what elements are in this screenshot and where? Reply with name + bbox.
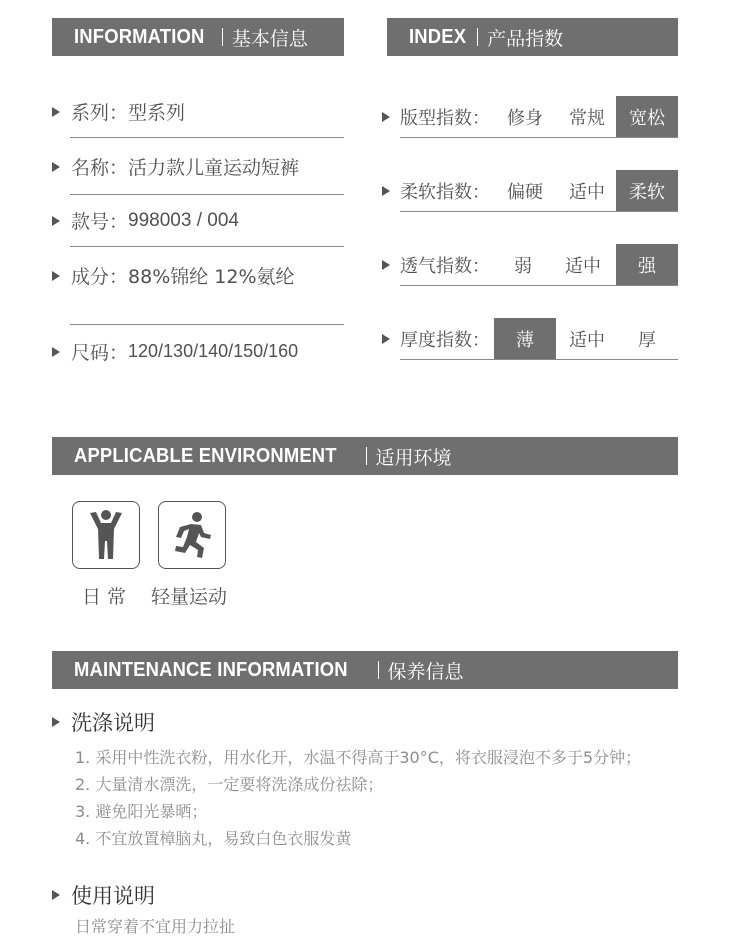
index-option-selected: 薄: [494, 318, 556, 360]
divider: [400, 137, 678, 138]
info-value: 型系列: [128, 102, 186, 124]
info-label: 系列：: [71, 102, 129, 124]
person-running-icon: [171, 511, 213, 559]
environment-header: [52, 437, 678, 475]
index-option-selected: 宽松: [616, 96, 678, 138]
wash-step: 4. 不宜放置樟脑丸，易致白色衣服发黄: [75, 829, 352, 848]
index-option: 修身: [507, 108, 543, 129]
index-row-breathability: [382, 244, 678, 286]
triangle-bullet-icon: [52, 162, 60, 172]
divider: [70, 324, 344, 325]
use-title: 使用说明: [71, 884, 155, 908]
triangle-bullet-icon: [52, 890, 60, 900]
wash-title: 洗涤说明: [71, 711, 155, 735]
index-option: 适中: [565, 256, 601, 277]
index-option: 适中: [569, 330, 605, 351]
index-row-fit: [382, 96, 678, 138]
maintenance-header: [52, 651, 678, 689]
index-option: 弱: [514, 256, 532, 277]
triangle-bullet-icon: [52, 347, 60, 357]
maintenance-title-en: MAINTENANCE INFORMATION: [74, 658, 348, 681]
index-option: 偏硬: [507, 182, 543, 203]
index-label: 透气指数：: [400, 256, 490, 277]
index-title-en: INDEX: [409, 25, 467, 48]
info-item-composition: [52, 262, 344, 289]
index-title-zh: 产品指数: [487, 27, 564, 50]
use-heading: [52, 880, 155, 910]
env-label-daily: 日 常: [82, 586, 127, 608]
information-title-zh: 基本信息: [231, 27, 308, 50]
daily-icon-box: [72, 501, 140, 569]
environment-title-en: APPLICABLE ENVIRONMENT: [74, 444, 337, 467]
wash-step: 2. 大量清水漂洗，一定要将洗涤成份祛除；: [75, 775, 384, 794]
wash-step: 3. 避免阳光暴晒；: [75, 802, 208, 821]
triangle-bullet-icon: [382, 260, 390, 270]
info-item-series: [52, 98, 344, 125]
index-label: 版型指数：: [400, 108, 490, 129]
environment-title-zh: 适用环境: [375, 446, 452, 469]
header-separator: [477, 28, 478, 46]
header-separator: [222, 28, 223, 46]
triangle-bullet-icon: [52, 717, 60, 727]
info-item-style-number: [52, 207, 344, 234]
triangle-bullet-icon: [382, 112, 390, 122]
info-value: 活力款儿童运动短裤: [128, 157, 300, 179]
index-label: 柔软指数：: [400, 182, 490, 203]
header-separator: [366, 447, 367, 465]
index-option: 厚: [638, 330, 656, 351]
info-value: 120/130/140/150/160: [128, 341, 299, 361]
person-standing-icon: [86, 509, 126, 561]
information-header: [52, 18, 344, 56]
use-text: 日常穿着不宜用力拉扯: [75, 917, 236, 936]
info-item-name: [52, 153, 344, 180]
index-option-selected: 柔软: [616, 170, 678, 212]
triangle-bullet-icon: [52, 271, 60, 281]
header-separator: [378, 661, 379, 679]
index-option: 常规: [569, 108, 605, 129]
wash-step: 1. 采用中性洗衣粉，用水化开，水温不得高于30°C，将衣服浸泡不多于5分钟；: [75, 748, 642, 767]
triangle-bullet-icon: [52, 107, 60, 117]
index-row-thickness: [382, 318, 678, 360]
index-header: [387, 18, 678, 56]
divider: [400, 211, 678, 212]
info-label: 成分：: [71, 266, 129, 288]
divider: [70, 194, 344, 195]
info-value: 998003 / 004: [128, 209, 239, 231]
information-title-en: INFORMATION: [74, 25, 205, 48]
divider: [70, 137, 344, 138]
index-row-softness: [382, 170, 678, 212]
maintenance-title-zh: 保养信息: [387, 660, 464, 683]
info-label: 尺码：: [71, 342, 129, 364]
info-label: 款号：: [71, 211, 129, 233]
env-label-light-sport: 轻量运动: [151, 586, 228, 608]
divider: [70, 246, 344, 247]
light-sport-icon-box: [158, 501, 226, 569]
triangle-bullet-icon: [382, 334, 390, 344]
index-option: 适中: [569, 182, 605, 203]
wash-heading: [52, 707, 155, 737]
info-value: 88%锦纶 12%氨纶: [128, 266, 295, 288]
index-option-selected: 强: [616, 244, 678, 286]
divider: [400, 359, 678, 360]
triangle-bullet-icon: [382, 186, 390, 196]
triangle-bullet-icon: [52, 216, 60, 226]
index-label: 厚度指数：: [400, 330, 490, 351]
info-label: 名称：: [71, 157, 129, 179]
divider: [400, 285, 678, 286]
info-item-size: [52, 338, 344, 365]
